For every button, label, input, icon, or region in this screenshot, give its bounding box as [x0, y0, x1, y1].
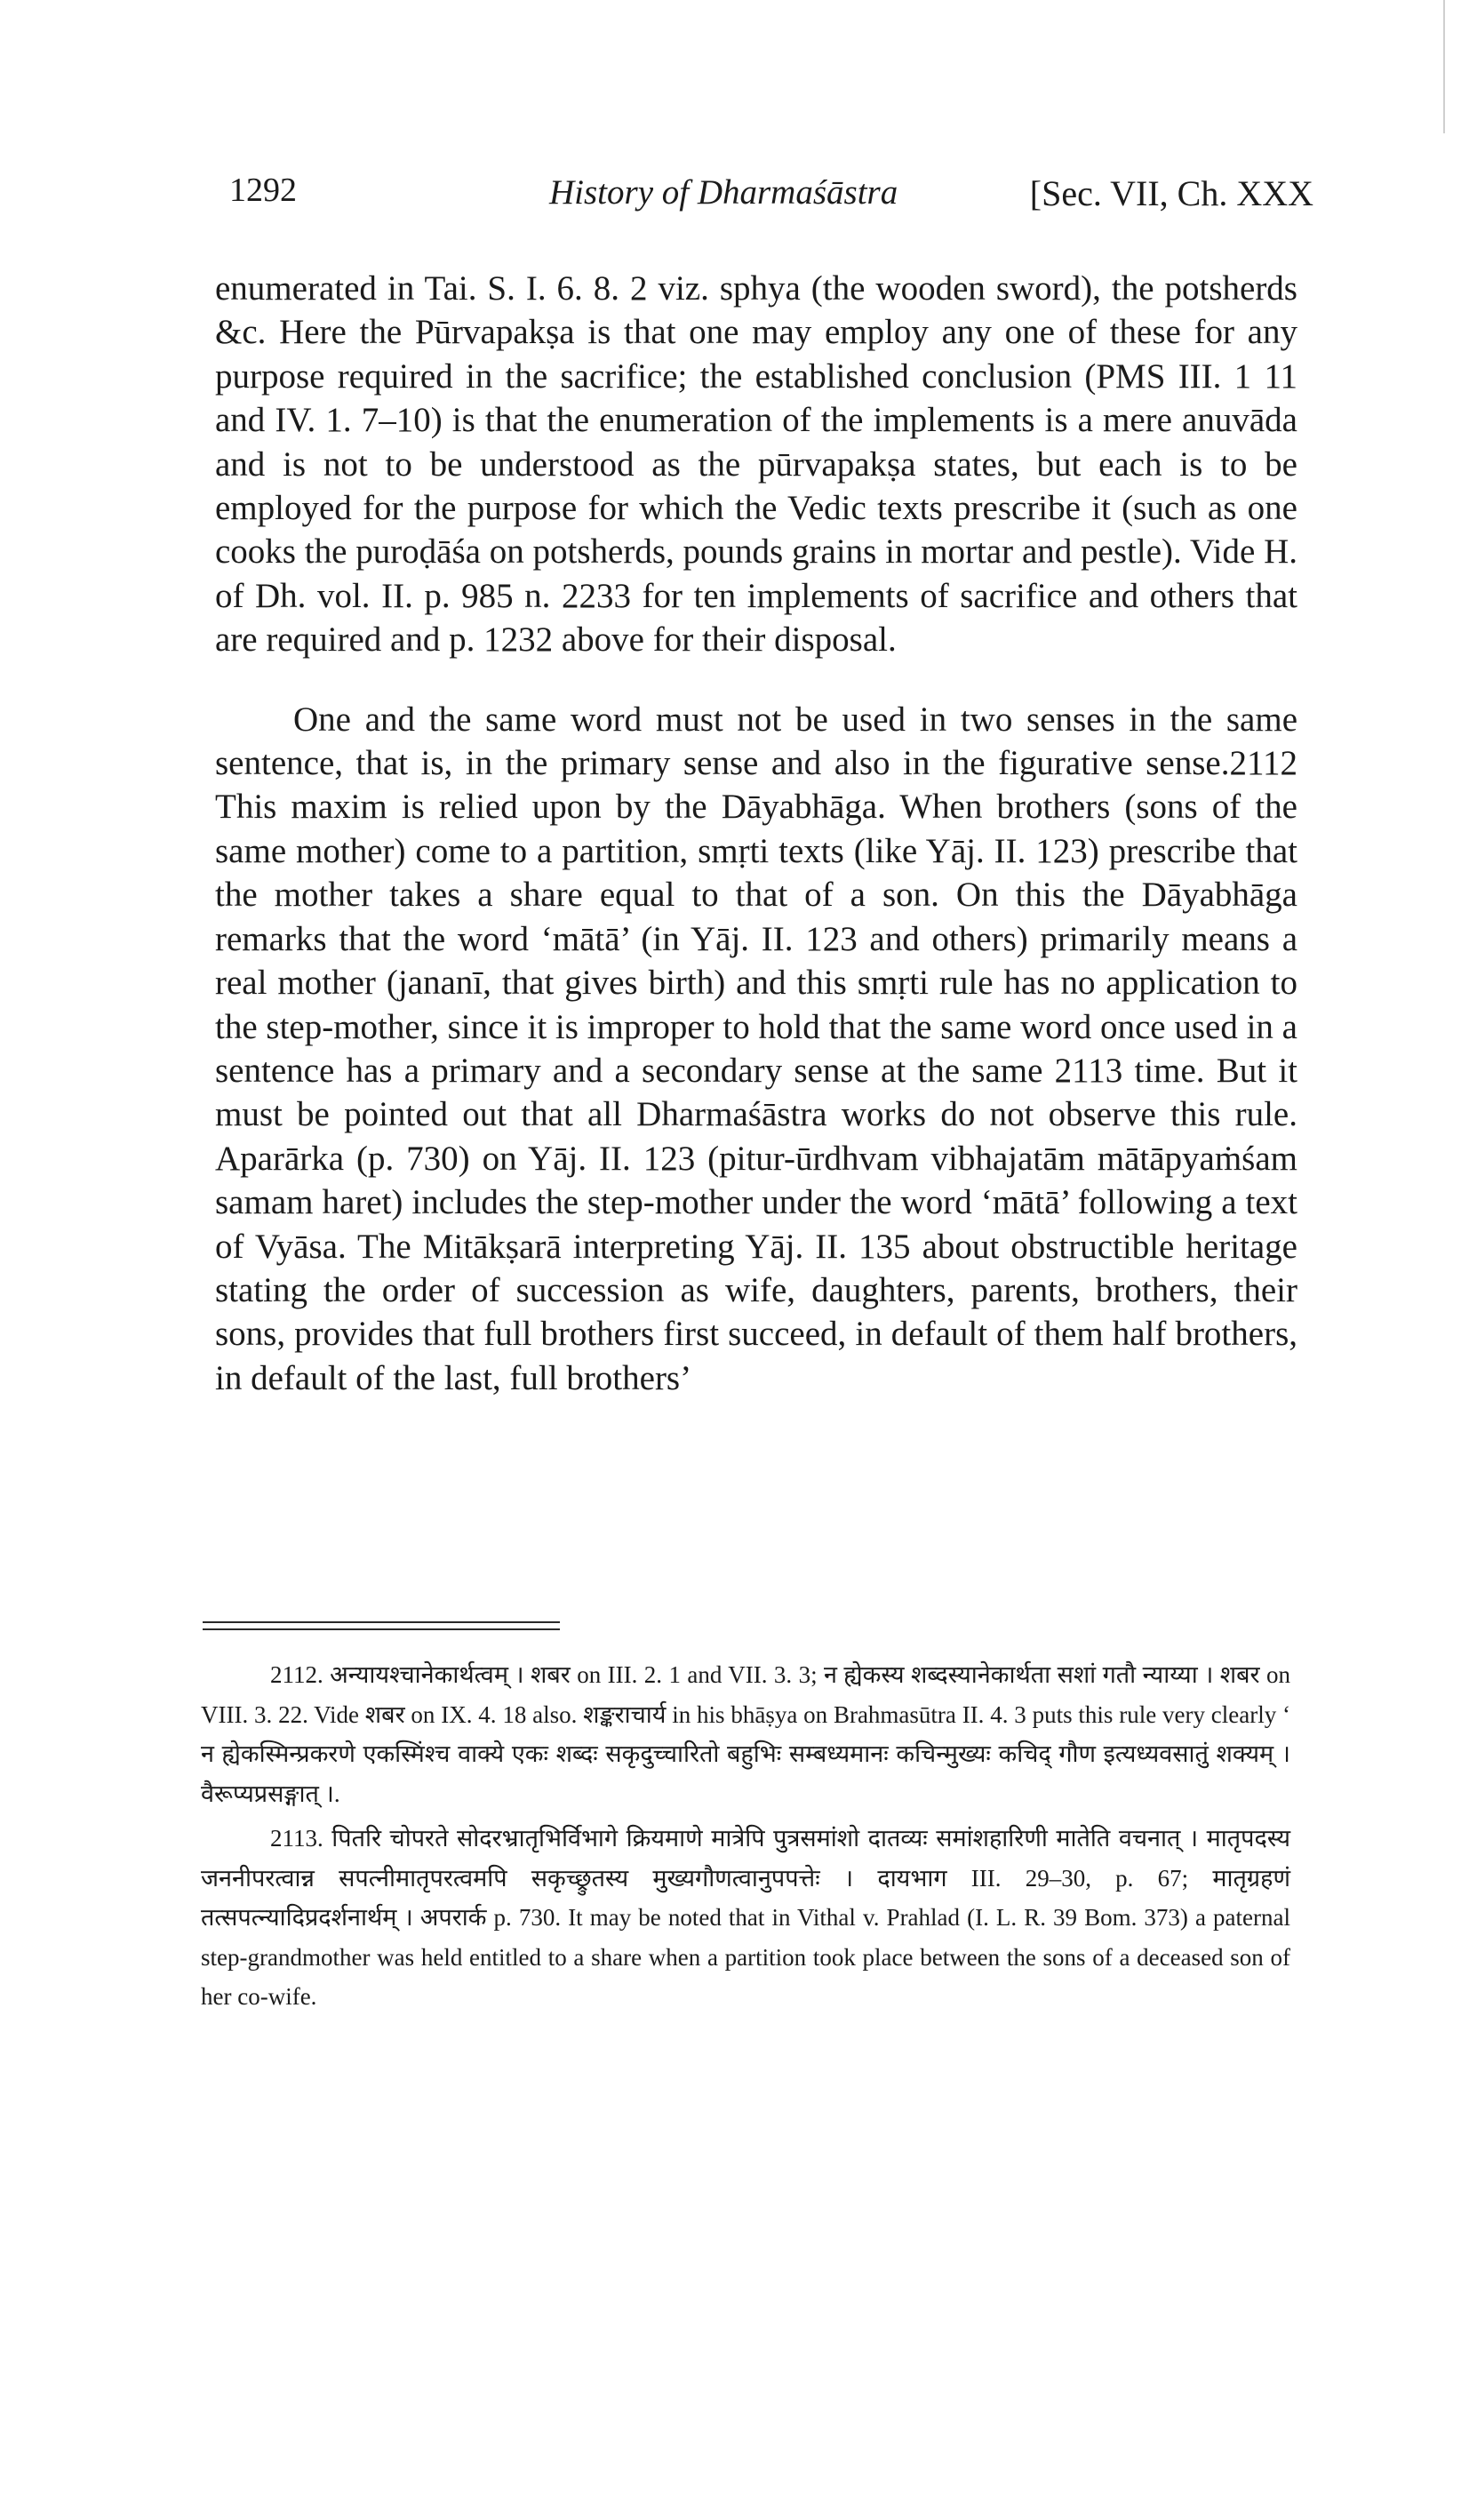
- footnotes: [201, 1655, 1290, 2017]
- footnote-2112: 2112. अन्यायश्चानेकार्थत्वम् । शबर on III. 2. 1 and VII. 3. 3; न ह्येकस्य शब्दस्यानेकार्थता सशां गतौ न्याय्या । शबर on VIII. 3. 22. Vide शबर on IX. 4. 18 also. शङ्कराचार्य in his bhāṣya on Brahmasūtra II. 4. 3 puts this rule very clearly ‘ न ह्येकस्मिन्प्रकरणे एकस्मिंश्च वाक्ये एकः शब्दः सकृदुच्चारितो बहुभिः सम्बध्यमानः कचिन्मुख्यः कचिद् गौण इत्यध्यवसातुं शक्यम् । वैरूप्यप्रसङ्गात् ।.: [201, 1661, 1290, 1807]
- section-reference: [Sec. VII, Ch. XXX: [1029, 173, 1313, 213]
- footnote-rule-bottom: [203, 1628, 560, 1630]
- paragraph-1: enumerated in Tai. S. I. 6. 8. 2 viz. sphya (the wooden sword), the potsherds &c. Here the Pūrvapakṣa is that one may employ any one of these for any purpose required in the sacrifice; the established conclusion (PMS III. 1 11 and IV. 1. 7–10) is that the enumeration of the implements is a mere anuvāda and is not to be understood as the pūrvapakṣa states, but each is to be employed for the purpose for which the Vedic texts prescribe it (such as one cooks the puroḍāśa on potsherds, pounds grains in mortar and pestle). Vide H. of Dh. vol. II. p. 985 n. 2233 for ten implements of sacrifice and others that are required and p. 1232 above for their disposal.: [215, 269, 1297, 660]
- main-text: [215, 267, 1297, 1400]
- running-title: History of Dharmaśāstra: [549, 173, 898, 212]
- footnote-rule-top: [203, 1621, 560, 1623]
- page-number: 1292: [229, 172, 297, 209]
- page-header: [229, 171, 1313, 233]
- footnote-2113: 2113. पितरि चोपरते सोदरभ्रातृभिर्विभागे क्रियमाणे मात्रेपि पुत्रसमांशो दातव्यः समांशहारिणी मातेति वचनात् । मातृपदस्य जननीपरत्वान्न सपत्नीमातृपरत्वमपि सकृच्छ्रुतस्य मुख्यगौणत्वानुपपत्तेः । दायभाग III. 29–30, p. 67; मातृग्रहणं तत्सपत्न्यादिप्रदर्शनार्थम् । अपरार्क p. 730. It may be noted that in Vithal v. Prahlad (I. L. R. 39 Bom. 373) a paternal step-grandmother was held entitled to a share when a partition took place between the sons of a deceased son of her co-wife.: [201, 1825, 1290, 2010]
- paragraph-2: One and the same word must not be used in two senses in the same sentence, that is, in the primary sense and also in the figurative sense.2112 This maxim is relied upon by the Dāyabhāga. When brothers (sons of the same mother) come to a partition, smṛti texts (like Yāj. II. 123) prescribe that the mother takes a share equal to that of a son. On this the Dāyabhāga remarks that the word ‘mātā’ (in Yāj. II. 123 and others) primarily means a real mother (jananī, that gives birth) and this smṛti rule has no application to the step-mother, since it is improper to hold that the same word once used in a sentence has a primary and a secondary sense at the same 2113 time. But it must be pointed out that all Dharmaśāstra works do not observe this rule. Aparārka (p. 730) on Yāj. II. 123 (pitur-ūrdhvam vibhajatām mātāpyaṁśam samam haret) includes the step-mother under the word ‘mātā’ following a text of Vyāsa. The Mitākṣarā interpreting Yāj. II. 135 about obstructible heritage stating the order of succession as wife, daughters, parents, brothers, their sons, provides that full brothers first succeed, in default of them half brothers, in default of the last, full brothers’: [215, 700, 1297, 1397]
- scan-edge-line: [1443, 0, 1445, 133]
